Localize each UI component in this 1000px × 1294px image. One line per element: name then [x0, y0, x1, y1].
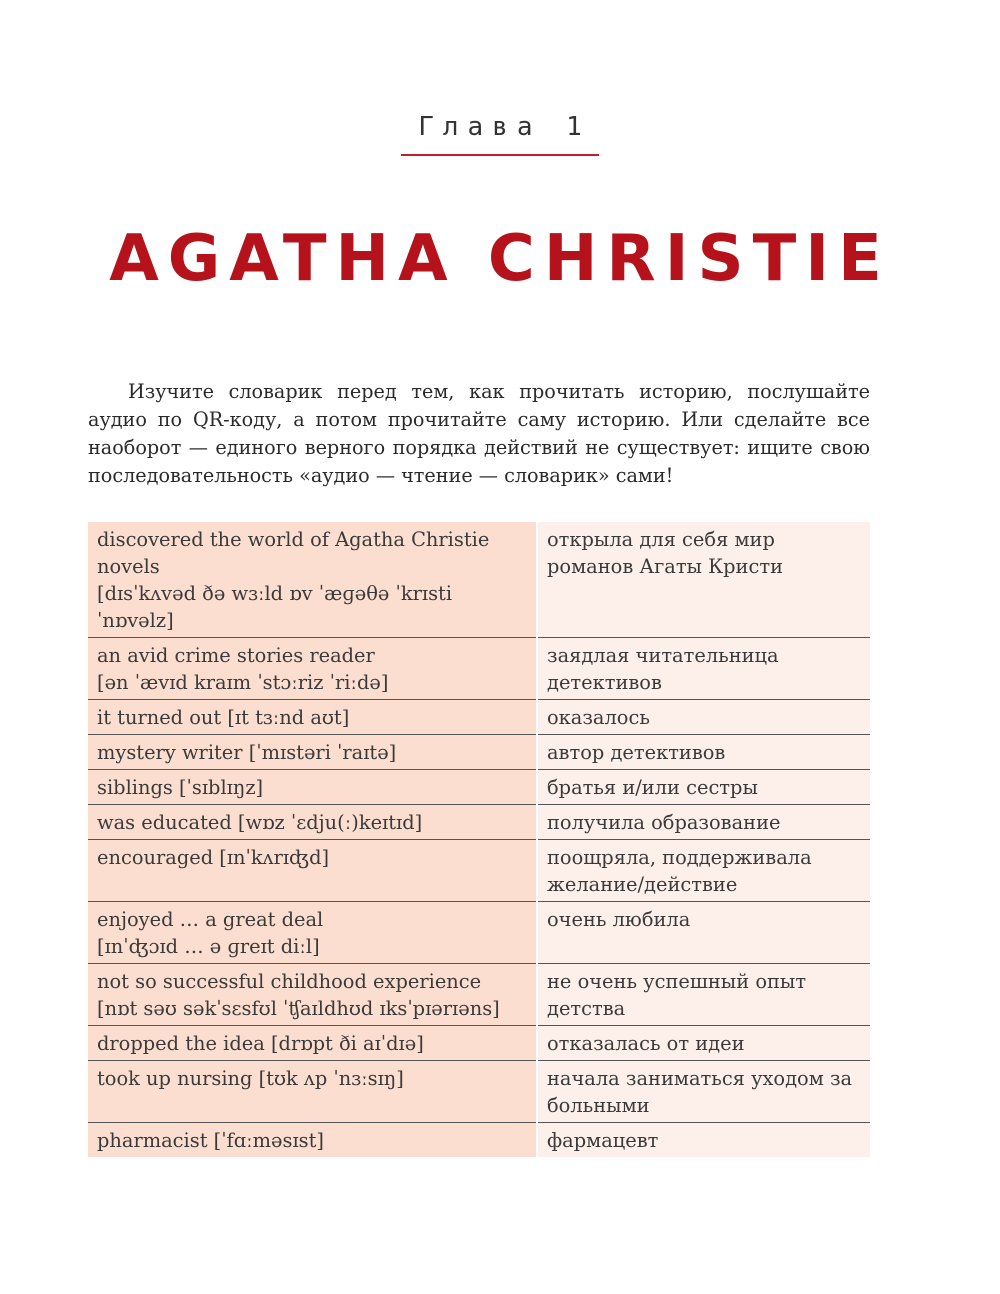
russian-cell	[537, 1061, 870, 1123]
vocabulary-table-body	[88, 522, 870, 1157]
russian-cell	[537, 770, 870, 805]
russian-cell	[537, 638, 870, 700]
russian-cell	[537, 1123, 870, 1158]
russian-translation: не очень успешный опыт детства	[547, 970, 807, 1020]
table-row	[88, 735, 870, 770]
table-row	[88, 964, 870, 1026]
russian-cell	[537, 902, 870, 964]
english-cell	[88, 902, 537, 964]
intro-paragraph: Изучите словарик перед тем, как прочитать историю, послушайте аудио по QR-коду, а потом прочитайте саму историю. Или сделайте все наоборот — единого верного порядка действий не существует: ищите свою последовательность «аудио — чтение — словарик» сами!	[88, 380, 870, 487]
english-phrase: was educated [wɒz ˈɛdju(ː)keɪtɪd]	[97, 811, 423, 834]
vocabulary-table	[88, 522, 870, 1157]
transcription: [dɪsˈkʌvəd ðə wɜːld ɒv ˈæɡəθə ˈkrɪsti ˈnɒvəlz]	[97, 582, 453, 632]
table-row	[88, 1123, 870, 1158]
table-row	[88, 805, 870, 840]
russian-translation: поощряла, поддерживала желание/действие	[547, 846, 812, 896]
english-cell	[88, 700, 537, 735]
russian-cell	[537, 1026, 870, 1061]
english-phrase: pharmacist [ˈfɑːməsɪst]	[97, 1129, 324, 1152]
table-row	[88, 522, 870, 638]
russian-translation: отказалась от идеи	[547, 1032, 745, 1055]
table-row	[88, 1061, 870, 1123]
english-cell	[88, 964, 537, 1026]
table-row	[88, 1026, 870, 1061]
english-phrase: mystery writer [ˈmɪstəri ˈraɪtə]	[97, 741, 397, 764]
russian-cell	[537, 805, 870, 840]
table-row	[88, 638, 870, 700]
transcription: [nɒt səʊ səkˈsɛsfʊl ˈʧaɪldhʊd ɪksˈpɪərɪəns]	[97, 997, 500, 1020]
page-title: AGATHA CHRISTIE	[109, 222, 891, 296]
russian-cell	[537, 735, 870, 770]
english-cell	[88, 1123, 537, 1158]
english-phrase: took up nursing [tʊk ʌp ˈnɜːsɪŋ]	[97, 1067, 404, 1090]
russian-cell	[537, 840, 870, 902]
russian-cell	[537, 964, 870, 1026]
transcription: [ən ˈævɪd kraɪm ˈstɔːriz ˈriːdə]	[97, 671, 389, 694]
russian-translation: очень любила	[547, 908, 691, 931]
transcription: [ɪnˈʤɔɪd … ə ɡreɪt diːl]	[97, 935, 320, 958]
russian-translation: открыла для себя мир романов Агаты Кристи	[547, 528, 783, 578]
english-phrase: discovered the world of Agatha Christie novels	[97, 528, 490, 578]
english-cell	[88, 805, 537, 840]
russian-translation: братья и/или сестры	[547, 776, 758, 799]
english-phrase: an avid crime stories reader	[97, 644, 375, 667]
russian-translation: получила образование	[547, 811, 781, 834]
english-phrase: enjoyed … a great deal	[97, 908, 324, 931]
russian-cell	[537, 522, 870, 638]
table-row	[88, 700, 870, 735]
english-cell	[88, 522, 537, 638]
english-phrase: dropped the idea [drɒpt ði aɪˈdɪə]	[97, 1032, 424, 1055]
russian-translation: заядлая читательница детективов	[547, 644, 779, 694]
table-row	[88, 770, 870, 805]
russian-translation: автор детективов	[547, 741, 726, 764]
english-cell	[88, 840, 537, 902]
table-row	[88, 902, 870, 964]
russian-translation: фармацевт	[547, 1129, 659, 1152]
table-row	[88, 840, 870, 902]
russian-translation: начала заниматься уходом за больными	[547, 1067, 853, 1117]
english-phrase: siblings [ˈsɪblɪŋz]	[97, 776, 264, 799]
english-cell	[88, 770, 537, 805]
english-phrase: it turned out [ɪt tɜːnd aʊt]	[97, 706, 350, 729]
chapter-label: Глава 1	[401, 112, 599, 156]
english-phrase: not so successful childhood experience	[97, 970, 482, 993]
russian-cell	[537, 700, 870, 735]
english-phrase: encouraged [ɪnˈkʌrɪʤd]	[97, 846, 330, 869]
english-cell	[88, 1026, 537, 1061]
english-cell	[88, 1061, 537, 1123]
russian-translation: оказалось	[547, 706, 650, 729]
english-cell	[88, 735, 537, 770]
chapter-heading	[0, 112, 1000, 156]
english-cell	[88, 638, 537, 700]
